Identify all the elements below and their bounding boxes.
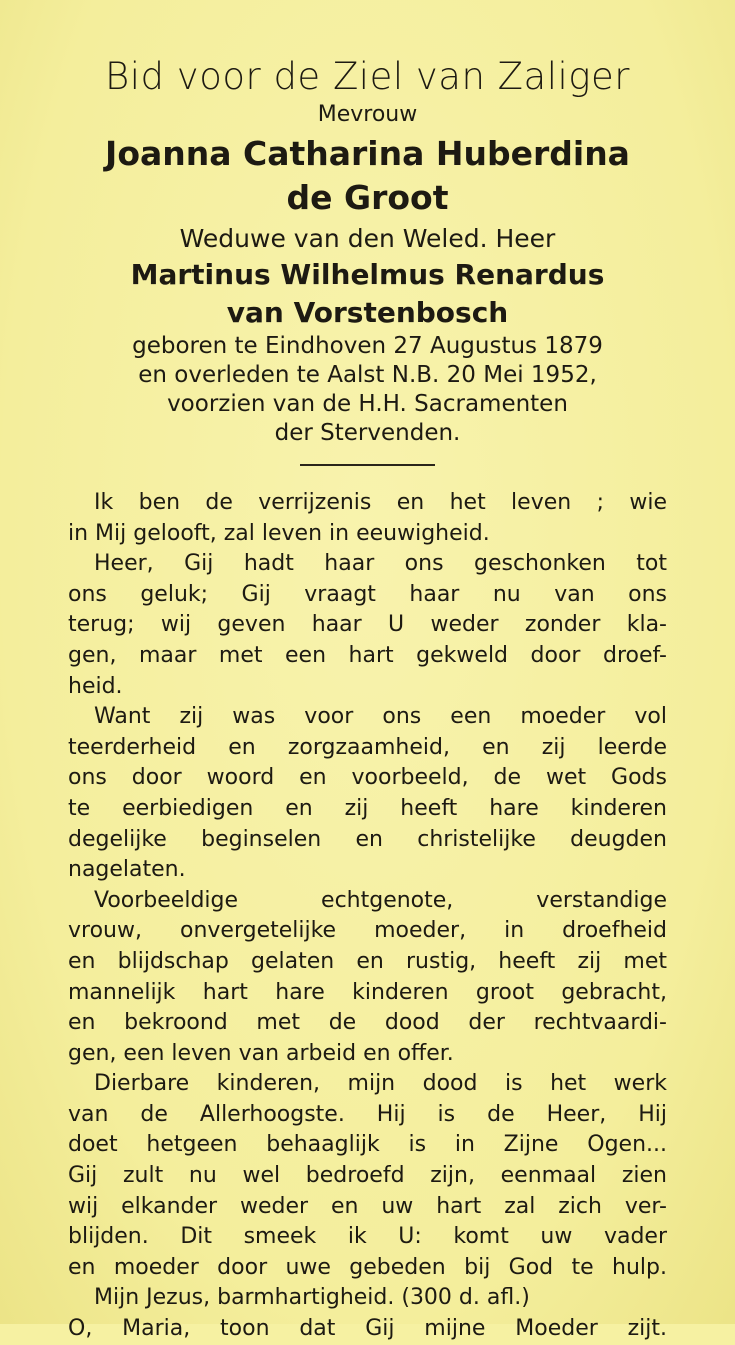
relation-line: Weduwe van den Weled. Heer xyxy=(179,224,556,253)
text-line: gen, een leven van arbeid en offer. xyxy=(68,1040,454,1066)
text-line: mannelijk hart hare kinderen groot gebracht, xyxy=(68,979,667,1005)
paragraph-2 xyxy=(68,549,667,702)
text-line: Voorbeeldige echtgenote, verstandige xyxy=(94,887,667,913)
text-line: te eerbiedigen en zij heeft hare kinderen xyxy=(68,795,667,821)
text-line: degelijke beginselen en christelijke deugden xyxy=(68,826,667,852)
card-header xyxy=(64,52,671,448)
text-line: heid. xyxy=(68,673,123,699)
deceased-name-line-2: de Groot xyxy=(286,178,449,217)
divider-rule xyxy=(300,464,435,466)
paragraph-5 xyxy=(68,1069,667,1283)
spouse-name-line-2: van Vorstenbosch xyxy=(226,296,509,329)
sacraments-line-2: der Stervenden. xyxy=(274,420,461,446)
birth-line: geboren te Eindhoven 27 Augustus 1879 xyxy=(132,333,603,359)
text-line: en bekroond met de dood der rechtvaardi- xyxy=(68,1010,667,1036)
honorific: Mevrouw xyxy=(317,102,418,127)
card-title: Bid voor de Ziel van Zaliger xyxy=(105,55,630,98)
text-line: blijden. Dit smeek ik U: komt uw vader xyxy=(68,1224,667,1250)
paragraph-4 xyxy=(68,886,667,1070)
text-line: gen, maar met een hart gekweld door droef- xyxy=(68,642,667,668)
paragraph-3 xyxy=(68,702,667,886)
text-line: doet hetgeen behaaglijk is in Zijne Ogen... xyxy=(68,1132,667,1158)
text-line: wij elkander weder en uw hart zal zich ver- xyxy=(68,1193,667,1219)
text-line: Ik ben de verrijzenis en het leven ; wie xyxy=(94,490,667,515)
text-line: en moeder door uwe gebeden bij God te hulp. xyxy=(68,1254,667,1280)
death-line: en overleden te Aalst N.B. 20 Mei 1952, xyxy=(138,362,597,388)
sacraments-line: voorzien van de H.H. Sacramenten xyxy=(167,391,568,417)
text-line: Dierbare kinderen, mijn dood is het werk xyxy=(94,1071,667,1097)
card-body xyxy=(64,488,671,1345)
text-line: ons geluk; Gij vraagt haar nu van ons xyxy=(68,581,667,607)
text-line: Heer, Gij hadt haar ons geschonken tot xyxy=(94,551,667,577)
text-line: vrouw, onvergetelijke moeder, in droefheid xyxy=(68,918,667,944)
text-line: en blijdschap gelaten en rustig, heeft zij met xyxy=(68,948,667,974)
text-line: ons door woord en voorbeeld, de wet Gods xyxy=(68,765,667,791)
text-line: Gij zult nu wel bedroefd zijn, eenmaal zien xyxy=(68,1163,667,1189)
paragraph-1 xyxy=(68,488,667,549)
prayers xyxy=(68,1283,667,1344)
text-line: in Mij gelooft, zal leven in eeuwigheid. xyxy=(68,520,490,546)
text-line: teerderheid en zorgzaamheid, en zij leerde xyxy=(68,734,667,760)
text-line: terug; wij geven haar U weder zonder kla- xyxy=(68,612,667,638)
spouse-name-line-1: Martinus Wilhelmus Renardus xyxy=(130,258,605,291)
text-line: van de Allerhoogste. Hij is de Heer, Hij xyxy=(68,1101,667,1127)
prayer-line-1: Mijn Jezus, barmhartigheid. (300 d. afl.) xyxy=(94,1285,530,1311)
text-line: nagelaten. xyxy=(68,857,186,883)
text-line: Want zij was voor ons een moeder vol xyxy=(94,704,667,730)
deceased-name-line-1: Joanna Catharina Huberdina xyxy=(105,134,630,173)
prayer-line-2: O, Maria, toon dat Gij mijne Moeder zijt. xyxy=(68,1316,667,1342)
